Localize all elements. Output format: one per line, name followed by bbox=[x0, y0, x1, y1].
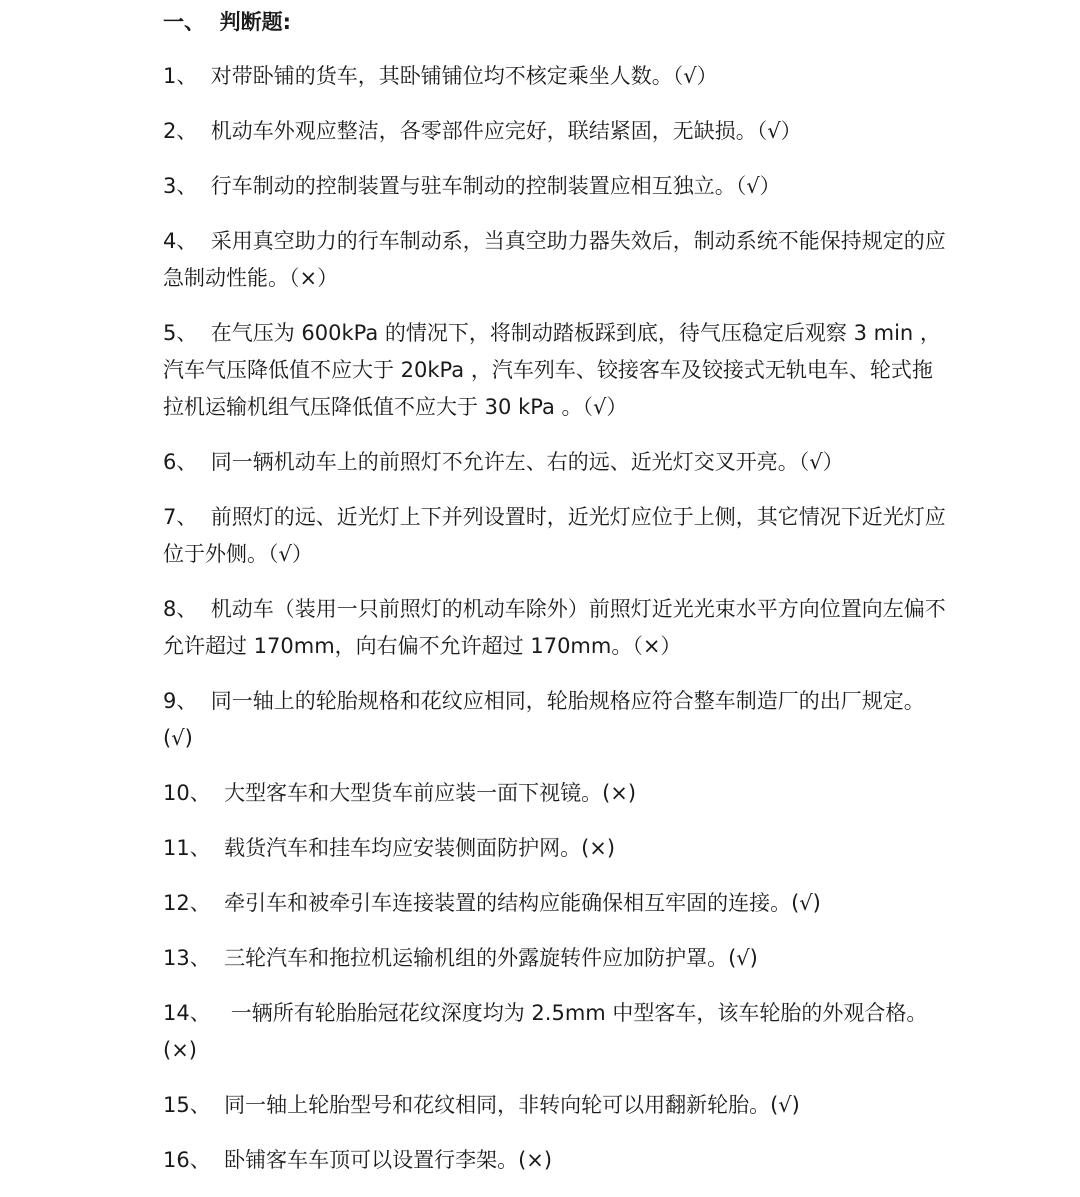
question-6 bbox=[163, 444, 953, 481]
question-text: 同一轴上轮胎型号和花纹相同，非转向轮可以用翻新轮胎。(√) bbox=[224, 1093, 800, 1117]
question-11 bbox=[163, 830, 953, 867]
question-text: 牵引车和被牵引车连接装置的结构应能确保相互牢固的连接。(√) bbox=[224, 891, 821, 915]
question-number: 11、 bbox=[163, 836, 225, 860]
question-number: 12、 bbox=[163, 891, 225, 915]
question-number: 13、 bbox=[163, 946, 225, 970]
question-9 bbox=[163, 683, 953, 757]
question-number: 9、 bbox=[163, 689, 211, 713]
question-text: 同一轴上的轮胎规格和花纹应相同，轮胎规格应符合整车制造厂的出厂规定。(√) bbox=[163, 689, 925, 750]
question-number: 4、 bbox=[163, 229, 211, 253]
question-text: 卧铺客车车顶可以设置行李架。(×) bbox=[224, 1148, 553, 1172]
question-text: 采用真空助力的行车制动系，当真空助力器失效后，制动系统不能保持规定的应急制动性能。（×） bbox=[163, 229, 946, 290]
question-text: 在气压为 600kPa 的情况下，将制动踏板踩到底，待气压稳定后观察 3 min ，汽车气压降低值不应大于 20kPa ，汽车列车、铰接客车及铰接式无轨电车、轮式拖拉机运输机组气压降低值不应大于 30 kPa 。（√） bbox=[163, 321, 941, 419]
question-number: 16、 bbox=[163, 1148, 225, 1172]
question-10 bbox=[163, 775, 953, 812]
question-number: 7、 bbox=[163, 505, 211, 529]
question-15 bbox=[163, 1087, 953, 1124]
question-number: 3、 bbox=[163, 174, 211, 198]
question-number: 10、 bbox=[163, 781, 225, 805]
question-4 bbox=[163, 223, 953, 297]
question-text: 机动车外观应整洁，各零部件应完好，联结紧固，无缺损。（√） bbox=[210, 119, 802, 143]
question-number: 8、 bbox=[163, 597, 211, 621]
question-number: 2、 bbox=[163, 119, 211, 143]
question-text: 行车制动的控制装置与驻车制动的控制装置应相互独立。（√） bbox=[210, 174, 781, 198]
question-text: 对带卧铺的货车，其卧铺铺位均不核定乘坐人数。（√） bbox=[210, 64, 718, 88]
question-number: 5、 bbox=[163, 321, 211, 345]
question-8 bbox=[163, 591, 953, 665]
question-text: 机动车（装用一只前照灯的机动车除外）前照灯近光光束水平方向位置向左偏不允许超过 170mm，向右偏不允许超过 170mm。（×） bbox=[163, 597, 946, 658]
question-number: 6、 bbox=[163, 450, 211, 474]
question-16 bbox=[163, 1142, 953, 1179]
question-text: 同一辆机动车上的前照灯不允许左、右的远、近光灯交叉开亮。（√） bbox=[210, 450, 844, 474]
question-13 bbox=[163, 940, 953, 977]
question-text: 三轮汽车和拖拉机运输机组的外露旋转件应加防护罩。(√) bbox=[224, 946, 758, 970]
question-number: 1、 bbox=[163, 64, 211, 88]
question-5 bbox=[163, 315, 953, 426]
question-12 bbox=[163, 885, 953, 922]
question-number: 15、 bbox=[163, 1093, 225, 1117]
question-1 bbox=[163, 58, 953, 95]
question-2 bbox=[163, 113, 953, 150]
question-3 bbox=[163, 168, 953, 205]
question-7 bbox=[163, 499, 953, 573]
question-14 bbox=[163, 995, 953, 1069]
document-page bbox=[163, 4, 953, 1197]
question-number: 14、 bbox=[163, 1001, 231, 1025]
question-text: 载货汽车和挂车均应安装侧面防护网。(×) bbox=[224, 836, 616, 860]
question-text: 一辆所有轮胎胎冠花纹深度均为 2.5mm 中型客车，该车轮胎的外观合格。(×) bbox=[163, 1001, 928, 1062]
question-text: 前照灯的远、近光灯上下并列设置时，近光灯应位于上侧，其它情况下近光灯应位于外侧。（√） bbox=[163, 505, 946, 566]
question-text: 大型客车和大型货车前应装一面下视镜。(×) bbox=[224, 781, 637, 805]
section-title: 一、 判断题: bbox=[163, 10, 292, 34]
